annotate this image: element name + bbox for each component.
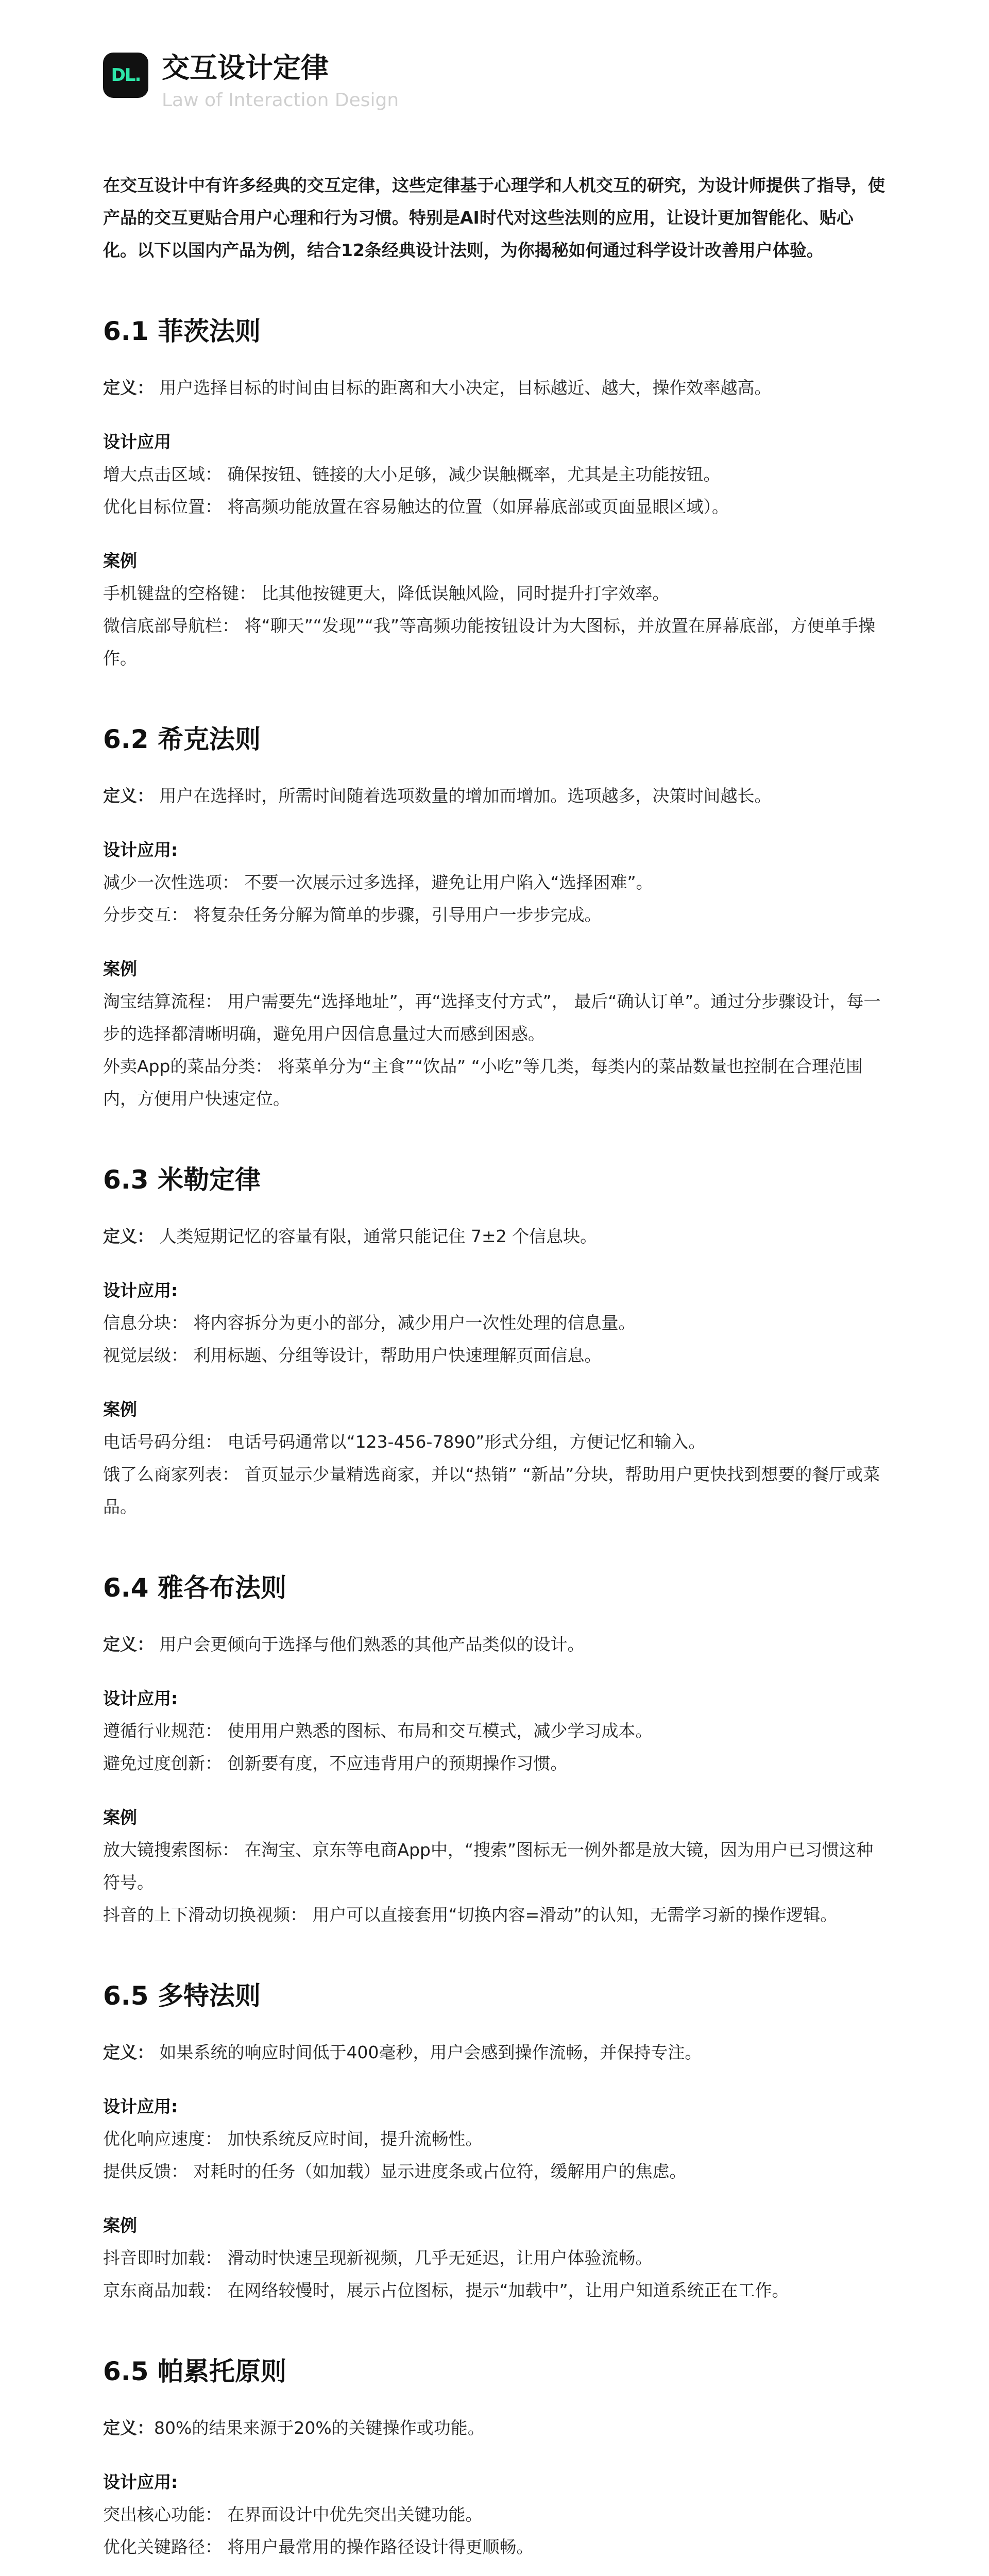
application-item: 信息分块： 将内容拆分为更小的部分，减少用户一次性处理的信息量。: [103, 1313, 636, 1333]
application-title: 设计应用:: [103, 1280, 178, 1300]
application-title: 设计应用:: [103, 1688, 178, 1708]
section-title: 6.5 帕累托原则: [103, 2357, 286, 2386]
application-title: 设计应用:: [103, 2096, 178, 2116]
definition: [103, 1628, 886, 1660]
definition-text: 如果系统的响应时间低于400毫秒，用户会感到操作流畅，并保持专注。: [154, 2042, 702, 2062]
section-title: 6.1 菲茨法则: [103, 316, 261, 346]
definition-text: 用户选择目标的时间由目标的距离和大小决定，目标越近、越大，操作效率越高。: [154, 378, 772, 398]
definition-text: 80%的结果来源于20%的关键操作或功能。: [154, 2418, 485, 2438]
definition: [103, 1220, 886, 1252]
definition-label: 定义：: [103, 378, 154, 398]
application-block: [103, 1274, 886, 1371]
case-block: [103, 1801, 886, 1931]
application-item: 遵循行业规范： 使用用户熟悉的图标、布局和交互模式，减少学习成本。: [103, 1721, 653, 1741]
case-item: 抖音即时加载： 滑动时快速呈现新视频，几乎无延迟，让用户体验流畅。: [103, 2248, 653, 2268]
case-item: 微信底部导航栏： 将“聊天”“发现”“我”等高频功能按钮设计为大图标，并放置在屏幕底部，方便单手操作。: [103, 616, 876, 668]
case-title: 案例: [103, 959, 137, 979]
law-section: [103, 2353, 886, 2576]
application-item: 减少一次性选项： 不要一次展示过多选择，避免让用户陷入“选择困难”。: [103, 872, 653, 892]
intro-paragraph: 在交互设计中有许多经典的交互定律，这些定律基于心理学和人机交互的研究，为设计师提供了指导，使产品的交互更贴合用户心理和行为习惯。特别是AI时代对这些法则的应用，让设计更加智能化、贴心化。以下以国内产品为例，结合12条经典设计法则，为你揭秘如何通过科学设计改善用户体验。: [103, 175, 885, 260]
case-item: 放大镜搜索图标： 在淘宝、京东等电商App中，“搜索”图标无一例外都是放大镜，因为用户已习惯这种符号。: [103, 1840, 874, 1892]
page-subtitle: Law of Interaction Design: [162, 90, 399, 111]
application-item: 提供反馈： 对耗时的任务（如加载）显示进度条或占位符，缓解用户的焦虑。: [103, 2161, 687, 2181]
application-item: 优化响应速度： 加快系统反应时间，提升流畅性。: [103, 2129, 483, 2149]
case-title: 案例: [103, 551, 137, 571]
case-block: [103, 1393, 886, 1523]
case-title: 案例: [103, 1807, 137, 1827]
case-title: 案例: [103, 1399, 137, 1419]
case-item: 电话号码分组： 电话号码通常以“123-456-7890”形式分组，方便记忆和输入。: [103, 1432, 706, 1452]
law-section: [103, 721, 886, 1115]
definition: [103, 779, 886, 812]
law-section: [103, 313, 886, 674]
case-item: 抖音的上下滑动切换视频： 用户可以直接套用“切换内容=滑动”的认知，无需学习新的操作逻辑。: [103, 1905, 838, 1925]
application-title: 设计应用:: [103, 840, 178, 860]
application-item: 优化关键路径： 将用户最常用的操作路径设计得更顺畅。: [103, 2537, 534, 2557]
case-item: 饿了么商家列表： 首页显示少量精选商家，并以“热销” “新品”分块，帮助用户更快找到想要的餐厅或菜品。: [103, 1464, 880, 1517]
application-item: 突出核心功能： 在界面设计中优先突出关键功能。: [103, 2504, 483, 2524]
definition-label: 定义：: [103, 1226, 154, 1246]
application-item: 避免过度创新： 创新要有度，不应违背用户的预期操作习惯。: [103, 1753, 568, 1773]
definition: [103, 371, 886, 404]
section-title: 6.3 米勒定律: [103, 1165, 261, 1195]
definition-label: 定义：: [103, 2418, 154, 2438]
law-section: [103, 1161, 886, 1523]
case-block: [103, 2209, 886, 2307]
case-item: 外卖App的菜品分类： 将菜单分为“主食”“饮品” “小吃”等几类，每类内的菜品数量也控制在合理范围内，方便用户快速定位。: [103, 1056, 863, 1109]
law-section: [103, 1569, 886, 1931]
law-section: [103, 1977, 886, 2307]
page-title: 交互设计定律: [162, 52, 329, 84]
definition-text: 用户在选择时，所需时间随着选项数量的增加而增加。选项越多，决策时间越长。: [154, 786, 772, 806]
application-block: [103, 1682, 886, 1780]
application-title: 设计应用:: [103, 2472, 178, 2492]
header: [103, 49, 886, 113]
application-item: 优化目标位置： 将高频功能放置在容易触达的位置（如屏幕底部或页面显眼区域）。: [103, 497, 729, 517]
definition-text: 人类短期记忆的容量有限，通常只能记住 7±2 个信息块。: [154, 1226, 598, 1246]
application-item: 增大点击区域： 确保按钮、链接的大小足够，减少误触概率，尤其是主功能按钮。: [103, 464, 721, 484]
section-title: 6.4 雅各布法则: [103, 1573, 286, 1603]
definition-label: 定义：: [103, 2042, 154, 2062]
definition: [103, 2036, 886, 2069]
definition-label: 定义：: [103, 1634, 154, 1654]
title-block: [162, 49, 399, 113]
definition-text: 用户会更倾向于选择与他们熟悉的其他产品类似的设计。: [154, 1634, 585, 1654]
definition-label: 定义：: [103, 786, 154, 806]
application-block: [103, 2466, 886, 2563]
case-item: 手机键盘的空格键： 比其他按键更大，降低误触风险，同时提升打字效率。: [103, 583, 670, 603]
application-item: 视觉层级： 利用标题、分组等设计，帮助用户快速理解页面信息。: [103, 1345, 602, 1365]
case-item: 京东商品加载： 在网络较慢时，展示占位图标，提示“加载中”，让用户知道系统正在工作。: [103, 2280, 789, 2300]
application-item: 分步交互： 将复杂任务分解为简单的步骤，引导用户一步步完成。: [103, 905, 602, 925]
case-item: 淘宝结算流程： 用户需要先“选择地址”，再“选择支付方式”， 最后“确认订单”。通过分步骤设计，每一步的选择都清晰明确，避免用户因信息量过大而感到困惑。: [103, 991, 881, 1044]
application-block: [103, 426, 886, 523]
definition: [103, 2412, 886, 2444]
case-block: [103, 545, 886, 674]
logo-icon: DL.: [103, 53, 148, 98]
section-title: 6.5 多特法则: [103, 1981, 261, 2011]
case-block: [103, 953, 886, 1115]
application-title: 设计应用: [103, 432, 171, 452]
application-block: [103, 2090, 886, 2188]
application-block: [103, 834, 886, 931]
sections: [103, 313, 886, 2576]
section-title: 6.2 希克法则: [103, 724, 261, 754]
case-title: 案例: [103, 2215, 137, 2235]
